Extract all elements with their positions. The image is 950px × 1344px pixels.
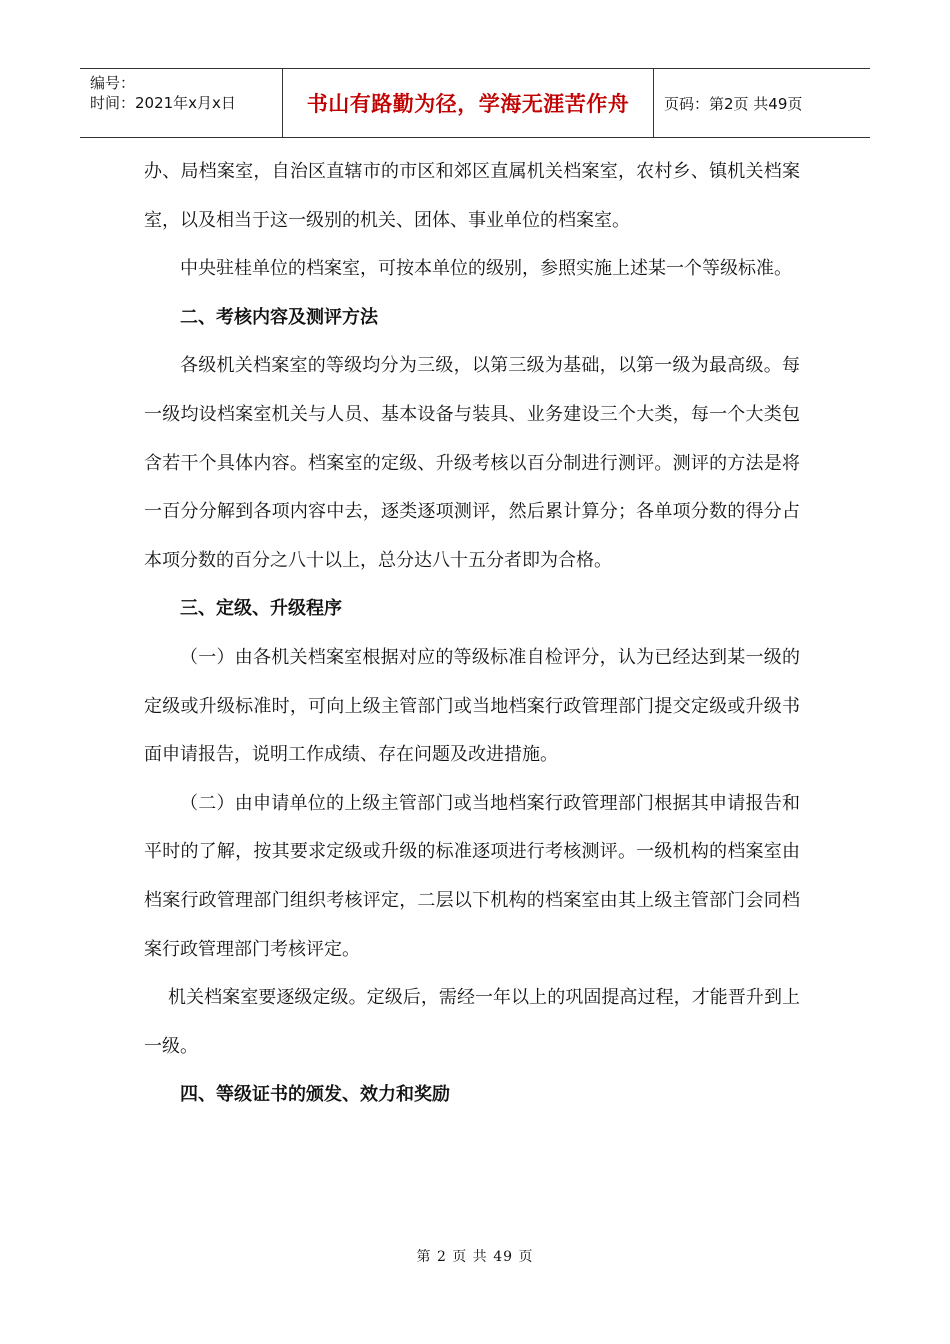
paragraph: 机关档案室要逐级定级。定级后，需经一年以上的巩固提高过程，才能晋升到上一级。 <box>144 987 800 1057</box>
section-heading: 三、定级、升级程序 <box>180 598 342 620</box>
header-meta <box>80 69 282 137</box>
document-body <box>144 148 800 1120</box>
page-footer: 第 2 页 共 49 页 <box>416 1249 534 1265</box>
section-heading: 四、等级证书的颁发、效力和奖励 <box>180 1084 450 1106</box>
paragraph: 中央驻桂单位的档案室，可按本单位的级别，参照实施上述某一个等级标准。 <box>180 258 792 280</box>
document-header <box>80 68 870 138</box>
serial-number-label: 编号： <box>90 74 136 92</box>
paragraph: 各级机关档案室的等级均分为三级，以第三级为基础，以第一级为最高级。每一级均设档案室机关与人员、基本设备与装具、业务建设三个大类，每一个大类包含若干个具体内容。档案室的定级、升级考核以百分制进行测评。测评的方法是将一百分分解到各项内容中去，逐类逐项测评，然后累计算分；各单项分数的得分占本项分数的百分之八十以上，总分达八十五分者即为合格。 <box>144 355 800 571</box>
header-motto-cell <box>282 69 654 137</box>
paragraph: 办、局档案室，自治区直辖市的市区和郊区直属机关档案室，农村乡、镇机关档案室，以及相当于这一级别的机关、团体、事业单位的档案室。 <box>144 161 800 231</box>
date-label: 时间：2021年x月x日 <box>90 94 236 112</box>
paragraph: （二）由申请单位的上级主管部门或当地档案行政管理部门根据其申请报告和平时的了解，按其要求定级或升级的标准逐项进行考核测评。一级机构的档案室由档案行政管理部门组织考核评定，二层以下机构的档案室由其上级主管部门会同档案行政管理部门考核评定。 <box>144 792 800 960</box>
header-motto: 书山有路勤为径，学海无涯苦作舟 <box>306 92 630 116</box>
header-page-info: 页码：第2页 共49页 <box>664 94 803 113</box>
paragraph: （一）由各机关档案室根据对应的等级标准自检评分，认为已经达到某一级的定级或升级标准时，可向上级主管部门或当地档案行政管理部门提交定级或升级书面申请报告，说明工作成绩、存在问题及改进措施。 <box>144 646 800 766</box>
section-heading: 二、考核内容及测评方法 <box>180 306 378 328</box>
